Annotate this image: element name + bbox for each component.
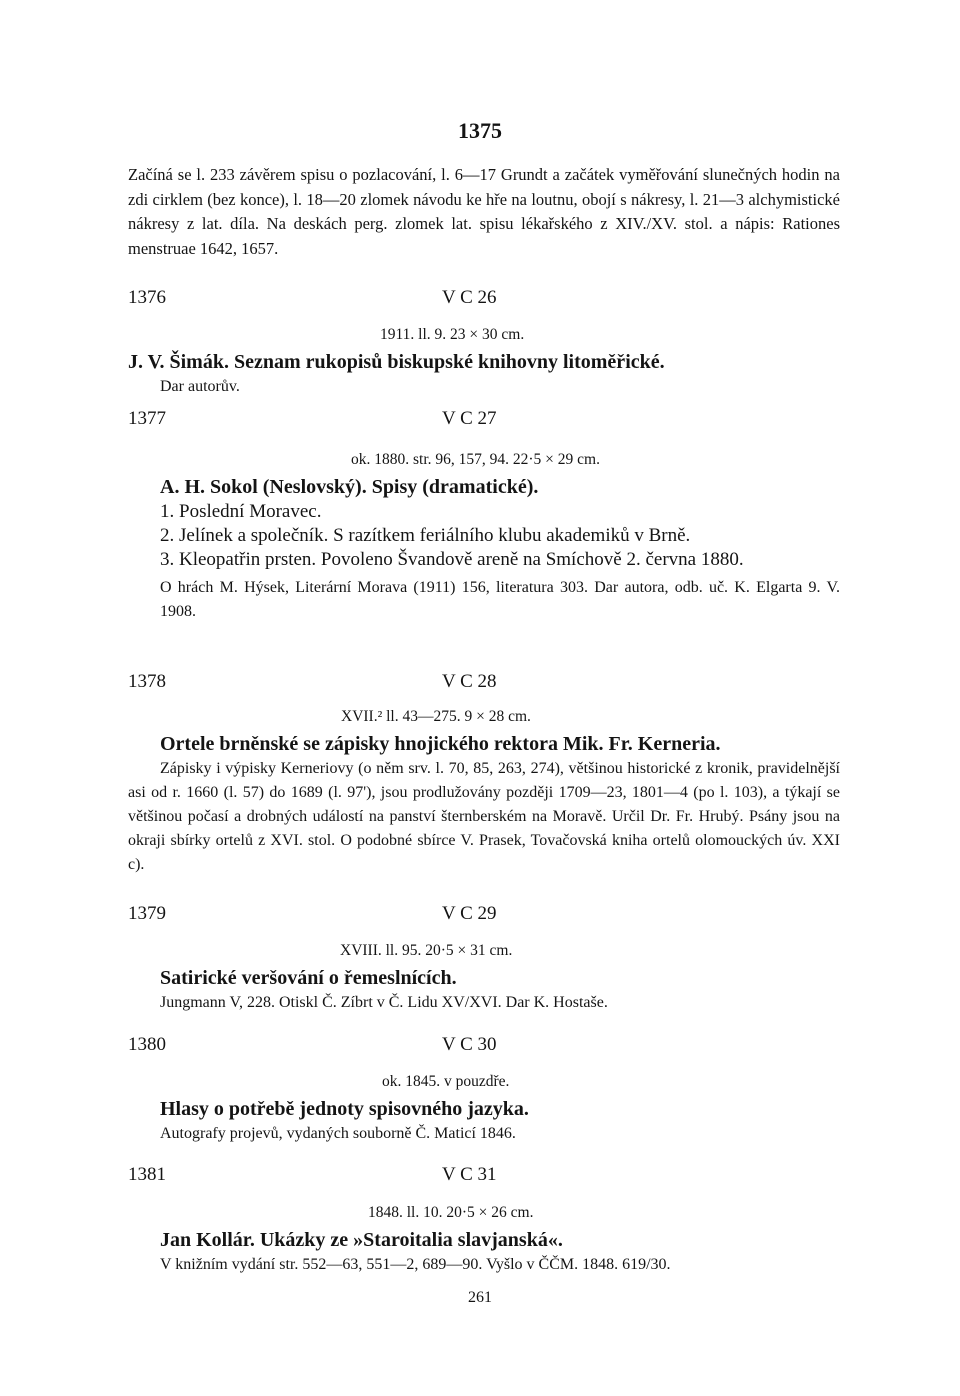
work-item: 3. Kleopatřin prsten. Povoleno Švandově areně na Smíchově 2. června 1880. — [160, 549, 744, 570]
entry-title: Jan Kollár. Ukázky ze »Staroitalia slavjanská«. — [160, 1229, 563, 1251]
entry-note: Jungmann V, 228. Otiskl Č. Zíbrt v Č. Lidu XV/XVI. Dar K. Hostaše. — [160, 994, 608, 1011]
entry-title: Satirické veršování o řemeslnících. — [160, 967, 457, 989]
work-item: 1. Poslední Moravec. — [160, 501, 322, 522]
shelf-signature: V C 26 — [442, 287, 497, 308]
entry-body — [160, 1071, 840, 1146]
entry-physical-description: ok. 1845. v pouzdře. — [382, 1073, 510, 1090]
entry-title: J. V. Šimák. Seznam rukopisů biskupské knihovny litoměřické. — [128, 351, 665, 373]
entry-heading — [128, 903, 840, 931]
entry-note: Zápisky i výpisky Kerneriovy (o něm srv. l. 70, 85, 263, 274), většinou historické z kronik, pravidelnější asi od r. 1660 (l. 57) do 1689 (l. 97'), jsou prodlužovány později 1709—23, 1801—4 (po l. 103), a týkají se většinou počasí a drobných událostí na panství šternberském na Moravě. Určil Dr. Fr. Hrubý. Psány jsou na okraji sbírky ortelů z XVI. stol. O podobné sbírce V. Prasek, Tovačovská kniha ortelů olomouckých úv. XXI c). — [128, 760, 840, 873]
shelf-signature: V C 27 — [442, 408, 497, 429]
entry-heading — [128, 1034, 840, 1062]
entry-number: 1381 — [128, 1164, 166, 1185]
entry-number: 1377 — [128, 408, 166, 429]
entry-physical-description: 1911. ll. 9. 23 × 30 cm. — [380, 326, 525, 343]
entry-physical-description: XVII.² ll. 43—275. 9 × 28 cm. — [341, 708, 531, 725]
entry-number: 1380 — [128, 1034, 166, 1055]
entry-number: 1379 — [128, 903, 166, 924]
work-item: 2. Jelínek a společník. S razítkem feriálního klubu akademiků v Brně. — [160, 525, 691, 546]
entry-body — [160, 940, 840, 1015]
entry-title: Hlasy o potřebě jednoty spisovného jazyka. — [160, 1098, 529, 1120]
shelf-signature: V C 29 — [442, 903, 497, 924]
entry-note: V knižním vydání str. 552—63, 551—2, 689—90. Vyšlo v ČČM. 1848. 619/30. — [160, 1256, 671, 1273]
entry-body — [128, 449, 840, 624]
entry-heading — [128, 287, 840, 315]
shelf-signature: V C 28 — [442, 671, 497, 692]
page-number: 1375 — [458, 118, 502, 143]
shelf-signature: V C 31 — [442, 1164, 497, 1185]
entry-body — [160, 1202, 840, 1277]
entry-note: Autografy projevů, vydaných souborně Č. Maticí 1846. — [160, 1125, 516, 1142]
continuation-paragraph: Začíná se l. 233 závěrem spisu o pozlacování, l. 6—17 Grundt a začátek vyměřování slunečných hodin na zdi cirklem (bez konce), l. 18—20 zlomek návodu ke hře na loutnu, obojí s nákresy, l. 21—3 alchymistické nákresy z lat. díla. Na deskách perg. zlomek lat. spisu lékařského z XIV./XV. stol. a nápis: Rationes menstruae 1642, 1657. — [128, 165, 840, 258]
entry-physical-description: 1848. ll. 10. 20·5 × 26 cm. — [368, 1204, 534, 1221]
entry-body — [128, 706, 840, 877]
shelf-signature: V C 30 — [442, 1034, 497, 1055]
entry-note: O hrách M. Hýsek, Literární Morava (1911) 156, literatura 303. Dar autora, odb. uč. K. Elgarta 9. V. 1908. — [160, 579, 840, 620]
entry-heading — [128, 671, 840, 699]
entry-number: 1376 — [128, 287, 166, 308]
footer-page-number: 261 — [468, 1289, 492, 1306]
entry-heading — [128, 408, 840, 436]
entry-number: 1378 — [128, 671, 166, 692]
entry-heading — [128, 1164, 840, 1192]
entry-body — [128, 324, 840, 399]
entry-title: Ortele brněnské se zápisky hnojického rektora Mik. Fr. Kerneria. — [160, 733, 721, 755]
entry-note: Dar autorův. — [160, 378, 240, 395]
entry-physical-description: ok. 1880. str. 96, 157, 94. 22·5 × 29 cm. — [351, 451, 600, 468]
entry-title: A. H. Sokol (Neslovský). Spisy (dramatické). — [160, 476, 539, 498]
entry-physical-description: XVIII. ll. 95. 20·5 × 31 cm. — [340, 942, 513, 959]
